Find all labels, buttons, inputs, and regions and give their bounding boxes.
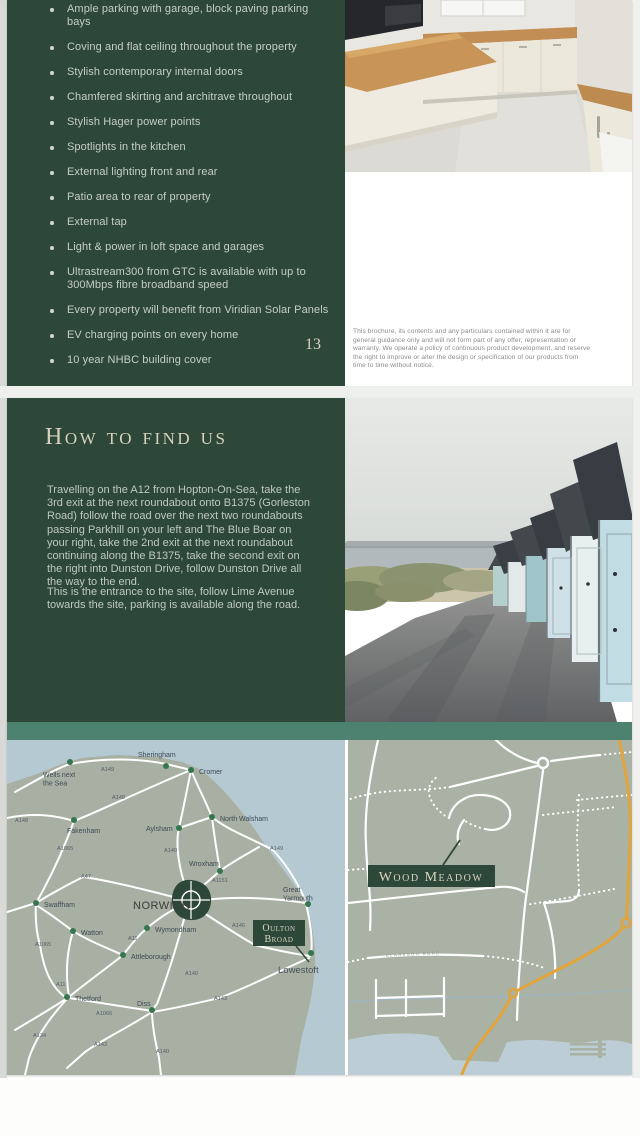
feature-item: Stylish Hager power points [50, 116, 335, 129]
road-number-label: A140 [156, 1049, 170, 1055]
disclaimer-text: This brochure, its contents and any particulars contained within it are for general guidance only and will not form part of any offer, representation or warranty. We operate a policy of continuous product development, and reserve the right to improve or alter the design or specification of our products from time to time without notice. [353, 328, 591, 370]
feature-item: 10 year NHBC building cover [50, 354, 335, 367]
town-label: Yarmouth [283, 895, 313, 903]
feature-item: Spotlights in the kitchen [50, 141, 335, 154]
town-dot [71, 817, 77, 823]
town-dot [64, 994, 70, 1000]
feature-item: Patio area to rear of property [50, 191, 335, 204]
kitchen-photo-art [345, 0, 632, 172]
oulton-broad-label-line2: Broad [264, 934, 294, 945]
road-number-label: A1151 [212, 878, 228, 884]
road-number-label: A140 [164, 848, 178, 854]
maps-row [7, 740, 632, 1075]
town-dot [163, 763, 169, 769]
beach-huts-photo [345, 398, 632, 722]
town-label: Thetford [75, 996, 102, 1003]
town-dot [120, 952, 126, 958]
road-number-label: A11 [128, 936, 138, 942]
town-label: Watton [81, 930, 103, 937]
town-label: the Sea [43, 780, 68, 788]
town-dot [188, 767, 194, 773]
page-gap [0, 386, 640, 398]
town-label: Diss [137, 1001, 151, 1008]
divider-strip [7, 722, 632, 740]
town-label: North Walsham [220, 816, 268, 823]
road-number-label: A1066 [96, 1011, 113, 1017]
road-number-label: A146 [232, 923, 246, 929]
town-dot [308, 950, 314, 956]
town-label: Wymondham [155, 927, 197, 934]
roundabout-icon [538, 758, 548, 768]
feature-item: Coving and flat ceiling throughout the property [50, 41, 335, 54]
feature-item: External tap [50, 216, 335, 229]
kitchen-photo [345, 0, 632, 172]
road-number-label: A134 [33, 1033, 47, 1039]
town-label: Swaffham [44, 902, 75, 909]
town-dot [217, 868, 223, 874]
brochure-page-13 [7, 0, 632, 386]
site-entrance-paragraph: This is the entrance to the site, follow Lime Avenue towards the site, parking is available along the road. [47, 586, 301, 612]
feature-item: Light & power in loft space and garages [50, 241, 335, 254]
town-dot [176, 825, 182, 831]
right-margin [632, 0, 640, 1078]
town-dot [67, 759, 73, 765]
brochure-page-how-to-find-us [7, 398, 632, 1075]
road-number-label: A149 [101, 767, 115, 773]
oulton-broad-label-line1: Oulton [262, 923, 296, 934]
town-label: Lowestoft [278, 965, 319, 976]
street-name-label: CLARKSON ROAD [385, 950, 441, 958]
road-number-label: A1065 [35, 942, 52, 948]
road-number-label: A1065 [57, 846, 74, 852]
features-panel [7, 0, 345, 386]
town-dot [70, 928, 76, 934]
features-list [7, 0, 345, 367]
town-label: Fakenham [67, 828, 101, 835]
section-title: How to find us [45, 424, 228, 450]
road-number-label: A148 [15, 818, 29, 824]
feature-item: EV charging points on every home [50, 329, 335, 342]
town-label: Attleborough [131, 954, 171, 961]
site-map [348, 740, 632, 1075]
road-number-label: A148 [112, 795, 126, 801]
city-label: NORWICH [133, 900, 191, 912]
town-dot [144, 925, 150, 931]
feature-item: Every property will benefit from Viridian Solar Panels [50, 304, 335, 317]
road-number-label: A11 [56, 982, 66, 988]
feature-item: Ultrastream300 from GTC is available with up to 300Mbps fibre broadband speed [50, 266, 335, 292]
town-label: Wroxham [189, 861, 219, 868]
how-to-find-us-panel [7, 398, 345, 722]
left-margin [0, 0, 7, 1078]
town-label: Great [283, 887, 301, 894]
road-number-label: A149 [270, 846, 284, 852]
site-map-art [348, 740, 632, 1075]
page-number: 13 [305, 336, 321, 353]
beach-huts-art [345, 398, 632, 722]
directions-paragraph: Travelling on the A12 from Hopton-On-Sea, take the 3rd exit at the next roundabout onto B1375 (Gorleston Road) follow the road over the next two roundabouts passing Parkhill on your left and The Blue Boar on your right, take the 2nd exit at the next roundabout continuing along the B1375, take the second exit on the right into Dunston Drive, follow Dunston Drive all the way to the end. [47, 484, 310, 589]
town-dot [209, 814, 215, 820]
feature-item: Chamfered skirting and architrave throughout [50, 91, 335, 104]
town-label: Aylsham [146, 826, 173, 833]
road-number-label: A143 [94, 1042, 108, 1048]
feature-item: External lighting front and rear [50, 166, 335, 179]
road-number-label: A47 [81, 874, 91, 880]
town-dot [33, 900, 39, 906]
town-label: Wells next [43, 772, 76, 779]
wood-meadow-label: Wood Meadow [378, 870, 484, 885]
town-label: Sheringham [138, 752, 176, 759]
town-label: Cromer [199, 769, 223, 776]
feature-item: Ample parking with garage, block paving parking bays [50, 3, 335, 29]
region-map [7, 740, 345, 1075]
region-map-art [7, 740, 345, 1075]
road-number-label: A143 [214, 996, 228, 1002]
road-number-label: A140 [185, 971, 199, 977]
feature-item: Stylish contemporary internal doors [50, 66, 335, 79]
